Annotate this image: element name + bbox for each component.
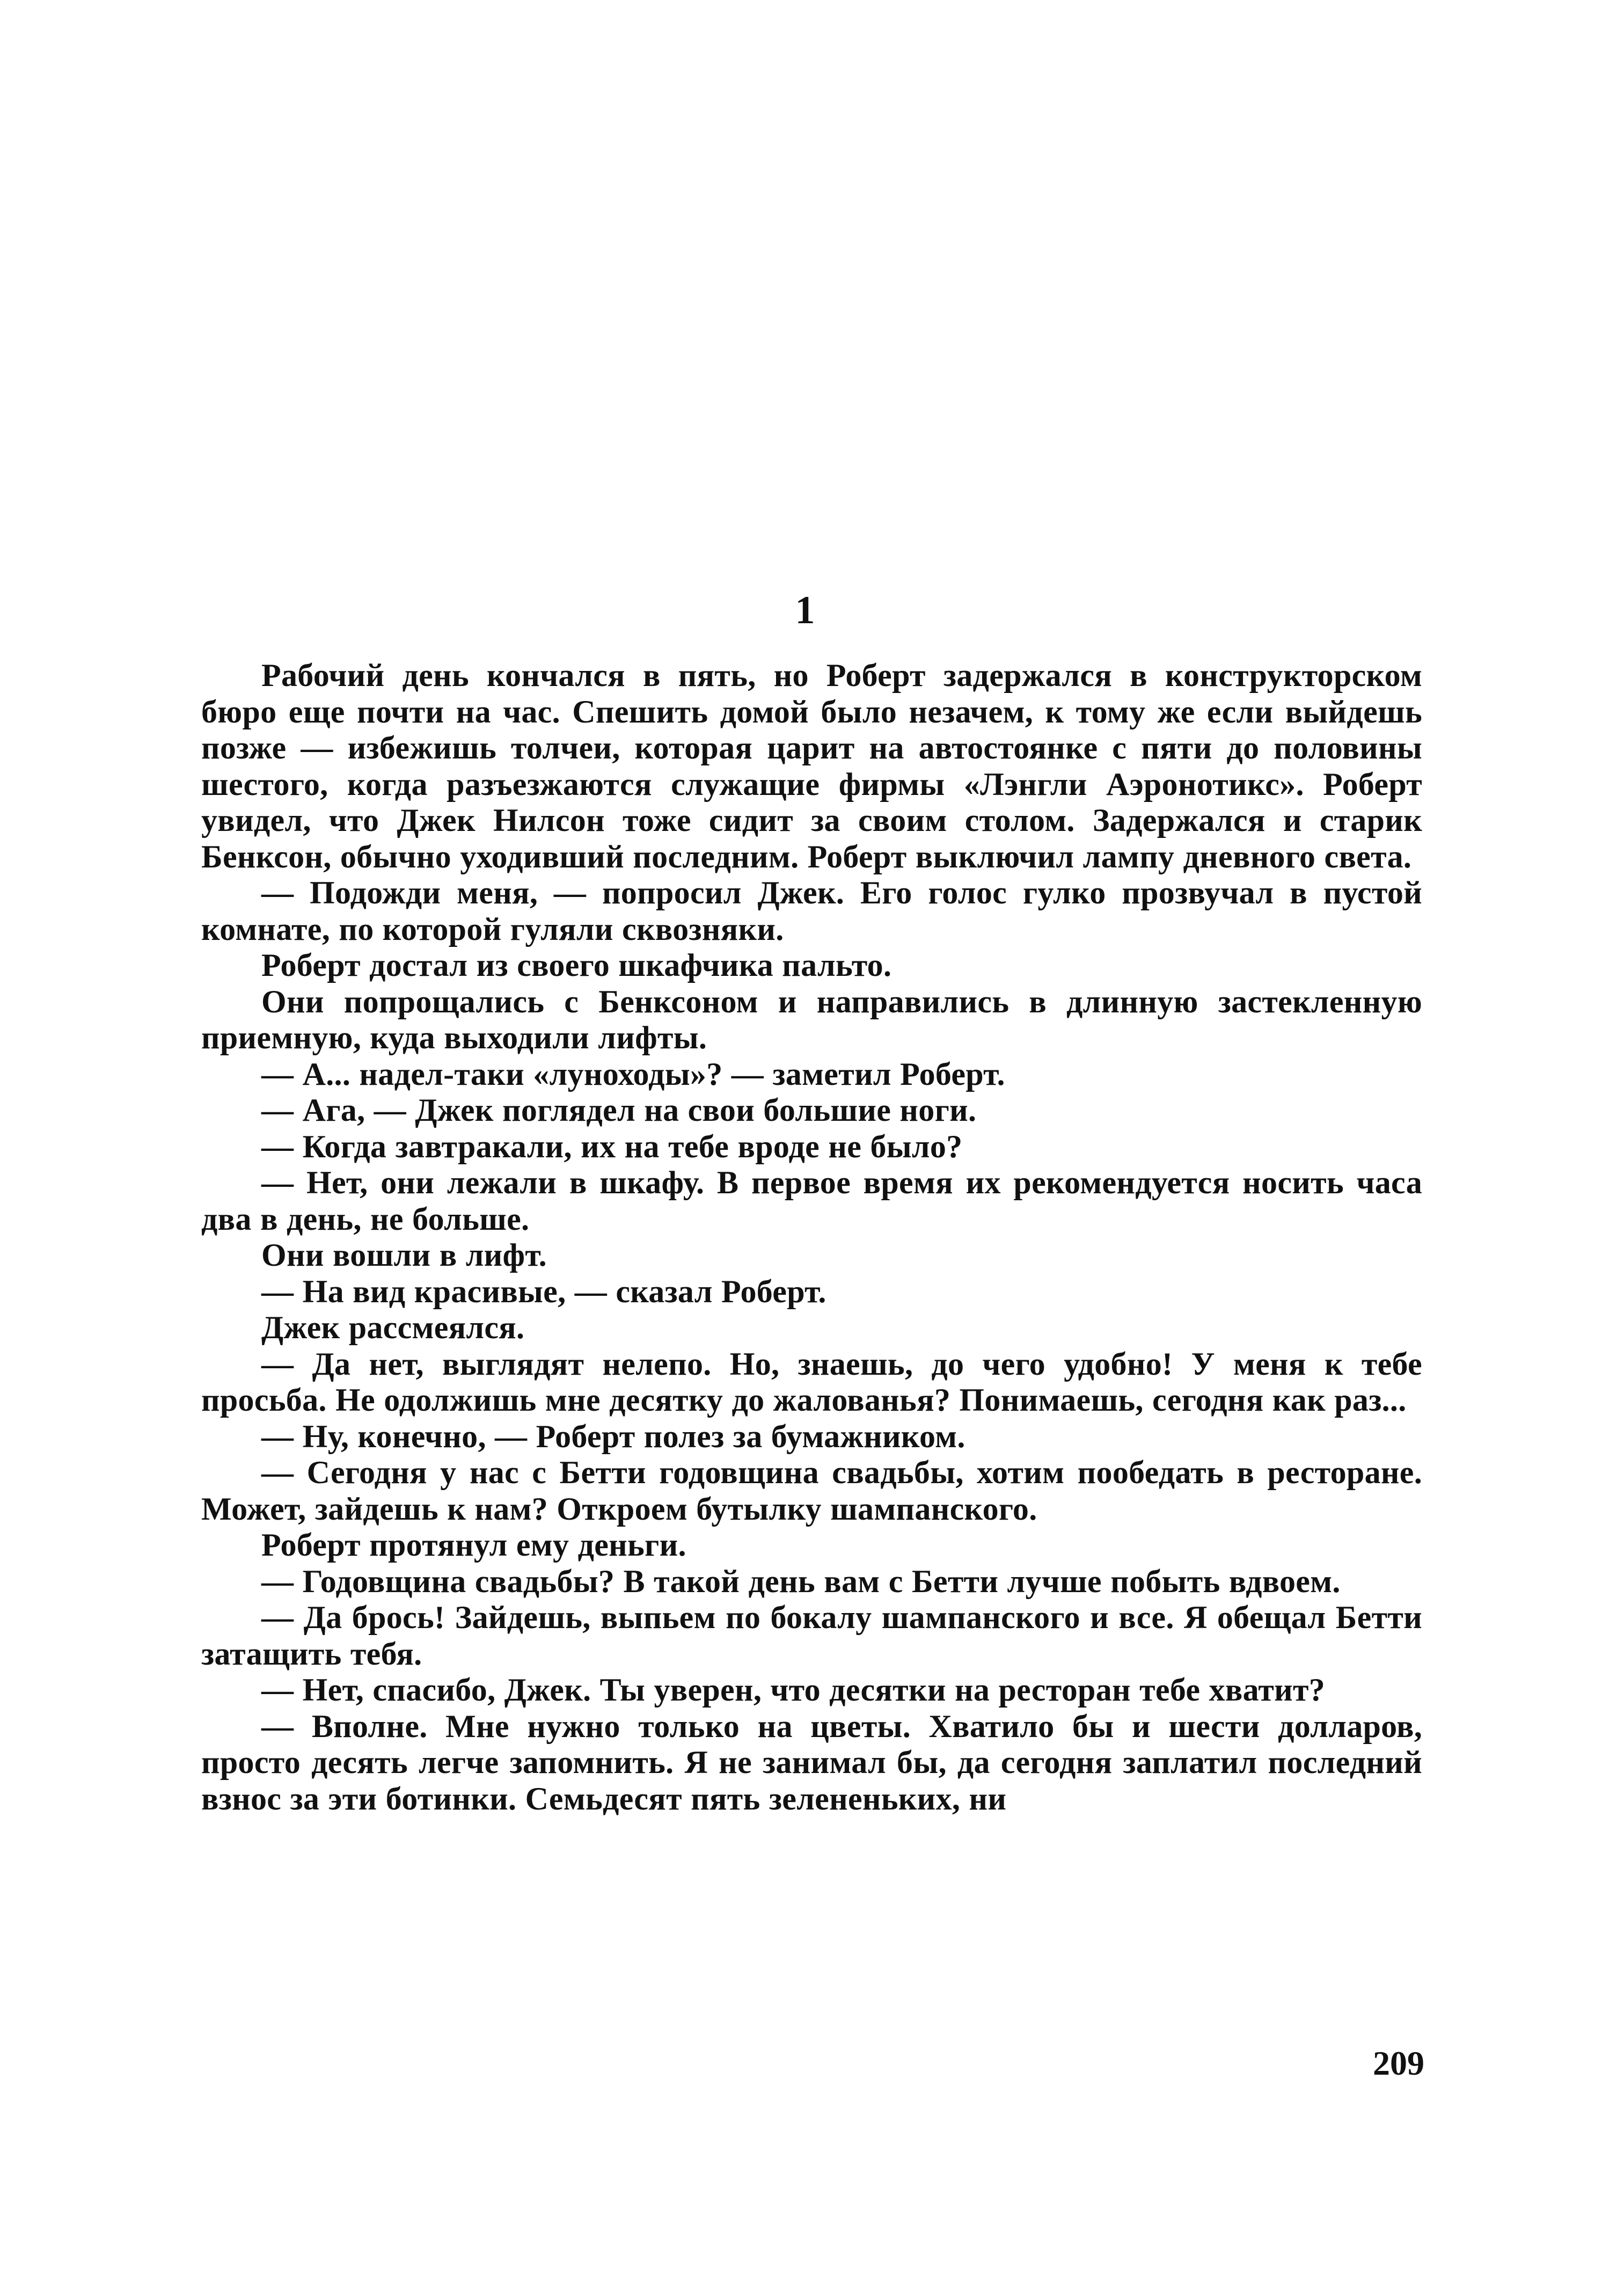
paragraph: — Нет, спасибо, Джек. Ты уверен, что десятки на ресторан тебе хватит? — [261, 1672, 1326, 1708]
paragraph: — Да нет, выглядят нелепо. Но, знаешь, до чего удобно! У меня к тебе просьба. Не одолжишь мне десятку до жалованья? Понимаешь, сегодня как раз... — [201, 1346, 1422, 1418]
chapter-text — [201, 658, 1422, 1817]
paragraph: Они попрощались с Бенксоном и направились в длинную застекленную приемную, куда выходили лифты. — [201, 983, 1422, 1055]
paragraph: Они вошли в лифт. — [261, 1237, 547, 1273]
paragraph: Роберт достал из своего шкафчика пальто. — [261, 947, 892, 983]
paragraph: Джек рассмеялся. — [261, 1310, 525, 1345]
paragraph: — Подожди меня, — попросил Джек. Его голос гулко прозвучал в пустой комнате, по которой гуляли сквозняки. — [201, 875, 1422, 947]
paragraph: — Сегодня у нас с Бетти годовщина свадьбы, хотим пообедать в ресторане. Может, зайдешь к нам? Откроем бутылку шампанского. — [201, 1455, 1422, 1527]
paragraph: — Годовщина свадьбы? В такой день вам с Бетти лучше побыть вдвоем. — [261, 1563, 1341, 1599]
paragraph: — Когда завтракали, их на тебе вроде не было? — [261, 1128, 963, 1164]
paragraph: Рабочий день кончался в пять, но Роберт задержался в конструкторском бюро еще почти на час. Спешить домой было незачем, к тому же если выйдешь позже — избежишь толчеи, которая царит на автостоянке с пяти до половины шестого, когда разъезжаются служащие фирмы «Лэнгли Аэронотикс». Роберт увидел, что Джек Нилсон тоже сидит за своим столом. Задержался и старик Бенксон, обычно уходивший последним. Роберт выключил лампу дневного света. — [201, 658, 1422, 874]
paragraph: — Вполне. Мне нужно только на цветы. Хватило бы и шести долларов, просто десять легче запомнить. Я не занимал бы, да сегодня заплатил последний взнос за эти ботинки. Семьдесят пять зелененьких, ни — [201, 1708, 1422, 1816]
chapter-number: 1 — [795, 588, 815, 632]
paragraph: — А... надел-таки «луноходы»? — заметил Роберт. — [261, 1056, 1005, 1092]
paragraph: Роберт протянул ему деньги. — [261, 1527, 686, 1563]
paragraph: — На вид красивые, — сказал Роберт. — [261, 1273, 826, 1309]
paragraph: — Ну, конечно, — Роберт полез за бумажником. — [261, 1418, 965, 1454]
paragraph: — Нет, они лежали в шкафу. В первое время их рекомендуется носить часа два в день, не больше. — [201, 1165, 1422, 1237]
paragraph: — Ага, — Джек поглядел на свои большие ноги. — [261, 1092, 977, 1128]
paragraph: — Да брось! Зайдешь, выпьем по бокалу шампанского и все. Я обещал Бетти затащить тебя. — [201, 1600, 1422, 1672]
page-number: 209 — [1373, 2044, 1424, 2082]
